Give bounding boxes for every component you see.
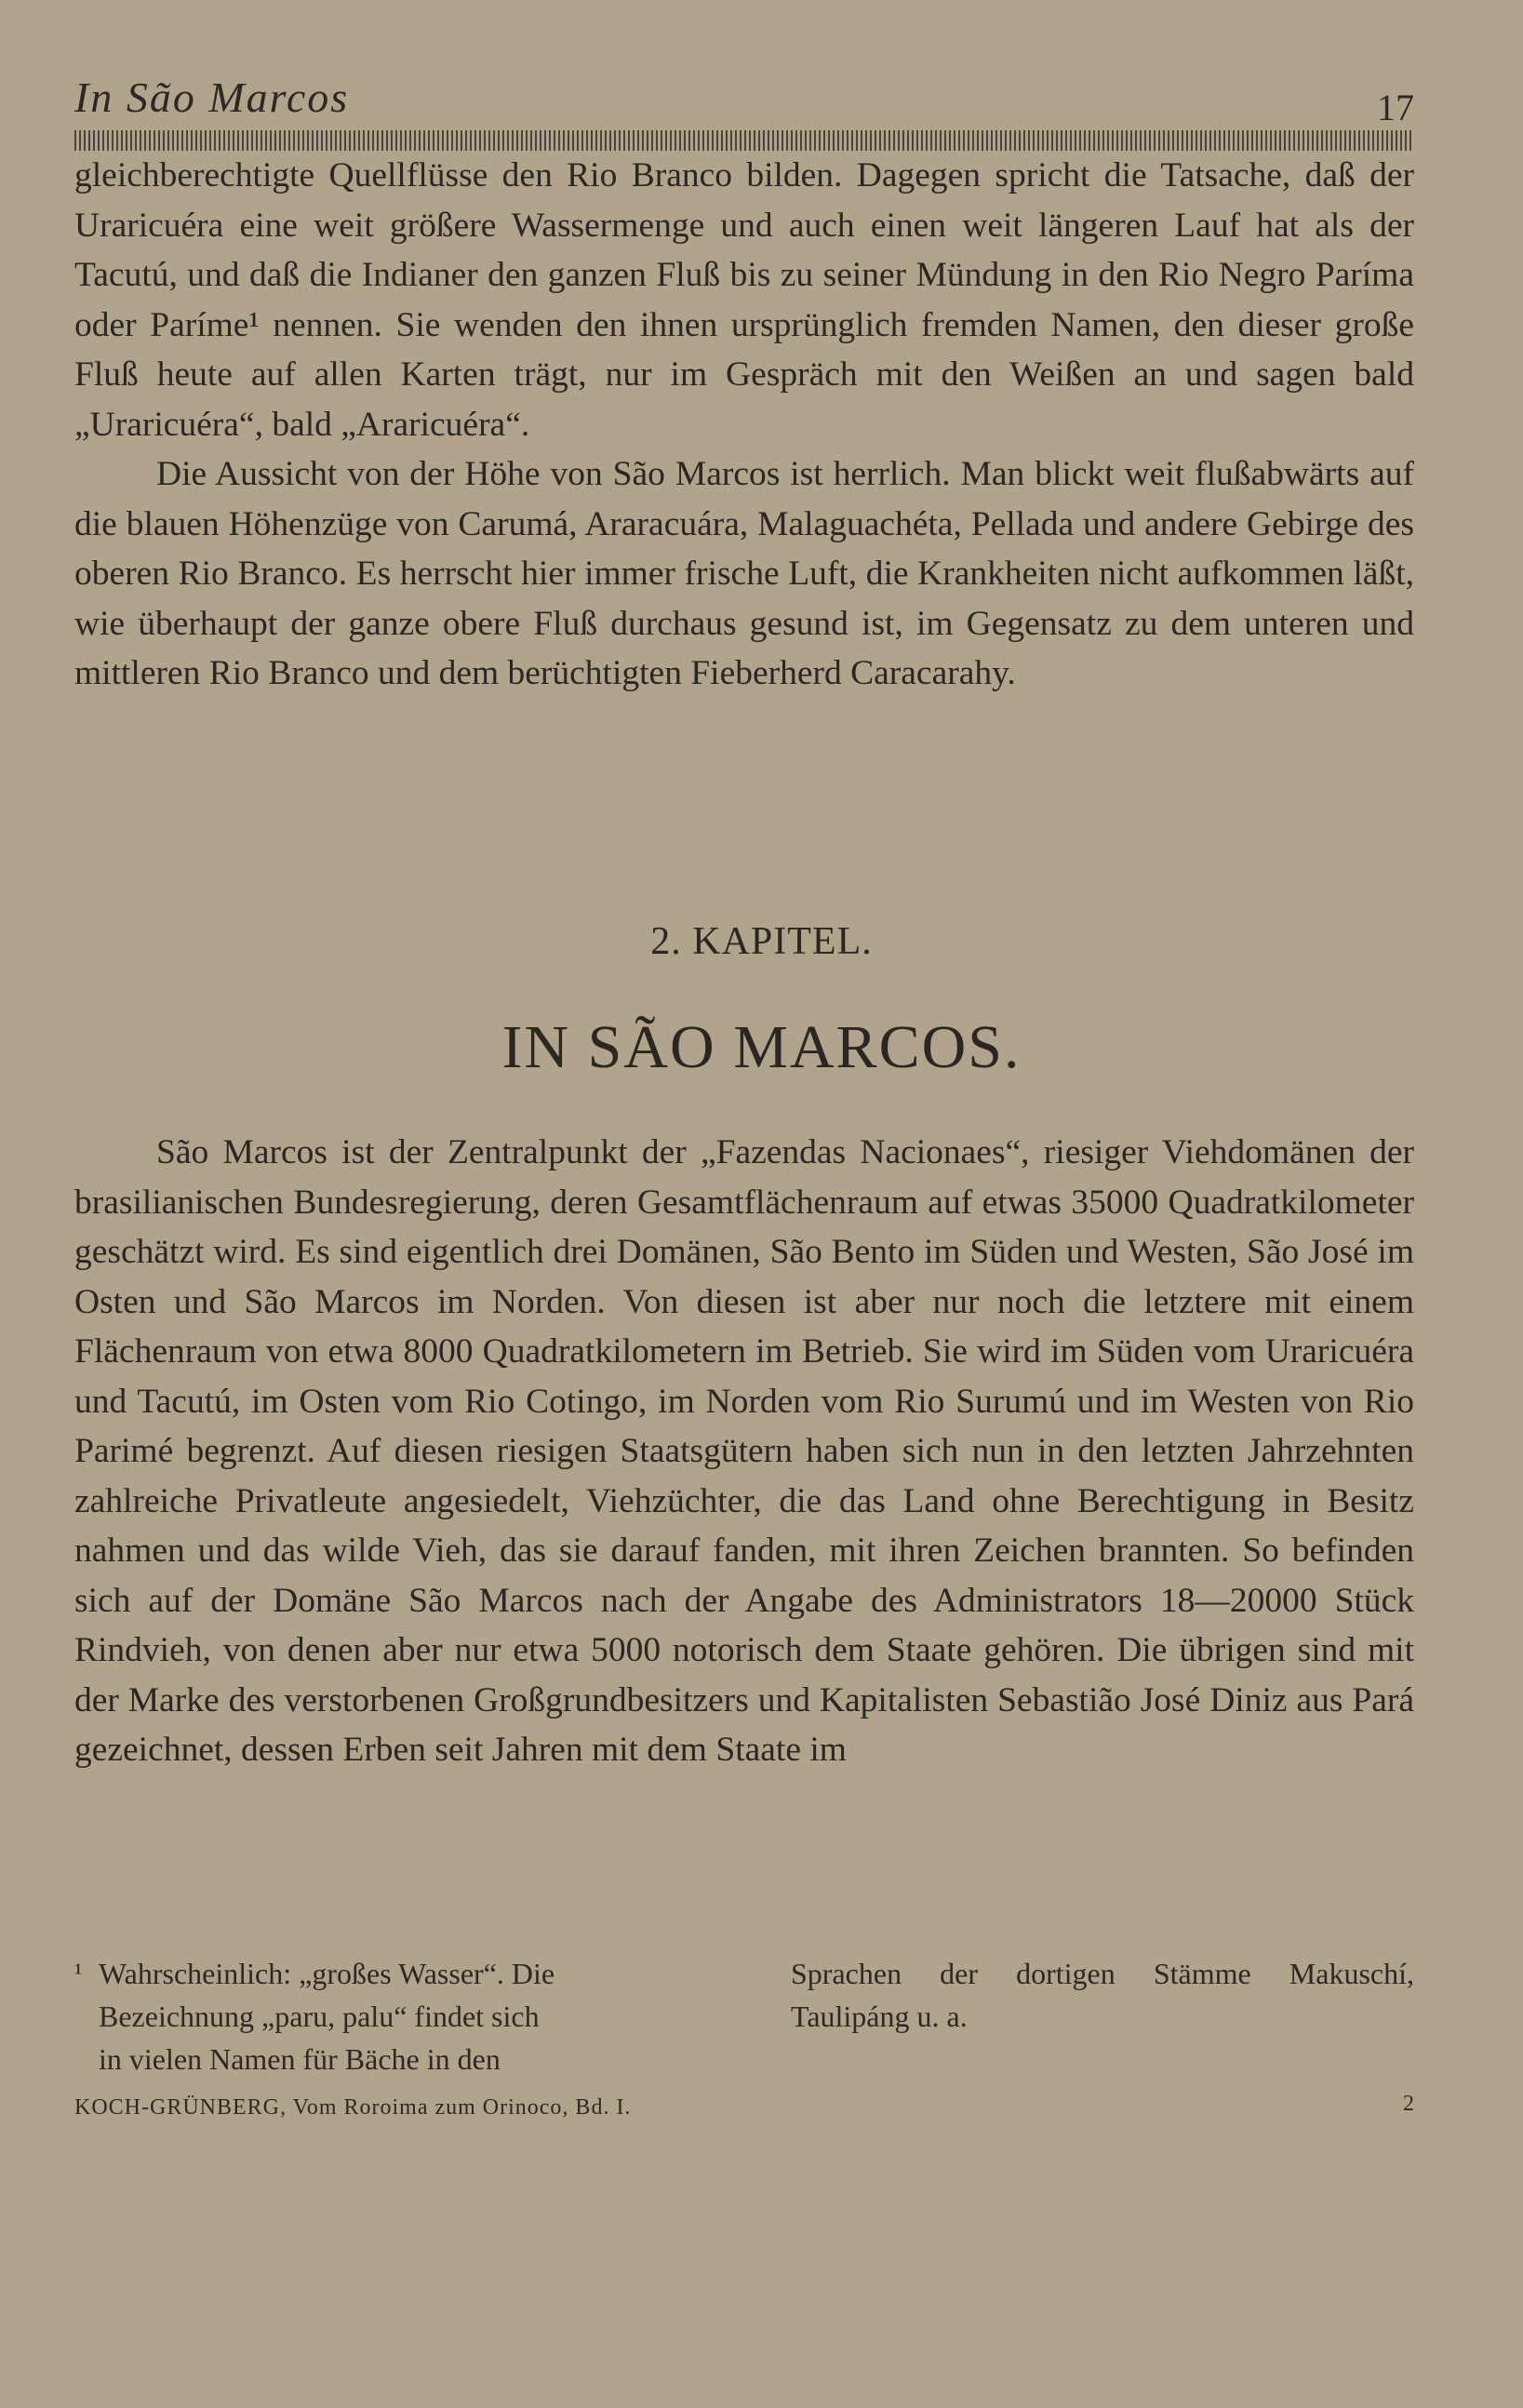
chapter-body [74,1128,1414,1775]
paragraph: São Marcos ist der Zentralpunkt der „Fazendas Nacionaes“, riesiger Viehdomänen der brasilianischen Bundesregierung, deren Gesamtflächenraum auf etwas 35000 Quadratkilometer geschätzt wird. Es sind eigentlich drei Domänen, São Bento im Süden und Westen, São José im Osten und São Marcos im Norden. Von diesen ist aber nur noch die letztere mit einem Flächenraum von etwa 8000 Quadratkilometern im Betrieb. Sie wird im Süden vom Uraricuéra und Tacutú, im Osten vom Rio Cotingo, im Norden vom Rio Surumú und im Westen von Rio Parimé begrenzt. Auf diesen riesigen Staatsgütern haben sich nun in den letzten Jahrzehnten zahlreiche Privatleute angesiedelt, Viehzüchter, die das Land ohne Berechtigung in Besitz nahmen und das wilde Vieh, das sie darauf fanden, mit ihren Zeichen brannten. So befinden sich auf der Domäne São Marcos nach der Angabe des Administrators 18—20000 Stück Rindvieh, von denen aber nur etwa 5000 notorisch dem Staate gehören. Die übrigen sind mit der Marke des verstorbenen Großgrundbesitzers und Kapitalisten Sebastião José Diniz aus Pará gezeichnet, dessen Erben seit Jahren mit dem Staate im [74,1133,1414,1769]
paragraph: gleichberechtigte Quellflüsse den Rio Branco bilden. Dagegen spricht die Tatsache, daß der Uraricuéra eine weit größere Wassermenge und auch einen weit längeren Lauf hat als der Tacutú, und daß die Indianer den ganzen Fluß bis zu seiner Mündung in den Rio Negro Paríma oder Paríme¹ nennen. Sie wenden den ihnen ursprünglich fremden Namen, den dieser große Fluß heute auf allen Karten trägt, nur im Gespräch mit den Weißen an und sagen bald „Uraricuéra“, bald „Araricuéra“. [74,156,1414,444]
footnote-text: Wahrscheinlich: „großes Wasser“. Die [99,1957,555,1990]
footnote-column-right [791,1952,1414,2038]
chapter-title: IN SÃO MARCOS. [501,1013,1022,1081]
page-number: 17 [1377,87,1414,128]
header-rule [74,130,1414,151]
footnote-line: Sprachen der dortigen Stämme Makuschí, Taulipáng u. a. [791,1957,1414,2033]
chapter-number: 2. KAPITEL. [650,920,873,963]
footnote-mark: ¹ [74,1959,83,1987]
footnote-line: in vielen Namen für Bäche in den [99,2042,501,2076]
signature-footer [74,2092,1414,2129]
book-citation: KOCH-GRÜNBERG, Vom Roroima zum Orinoco, Bd. I. [74,2095,632,2120]
footnote-line: Bezeichnung „paru, palu“ findet sich [99,2000,540,2033]
continued-text [74,151,1414,699]
signature-mark: 2 [1403,2092,1414,2116]
footnote-column-left [74,1952,726,2080]
paragraph: Die Aussicht von der Höhe von São Marcos ist herrlich. Man blickt weit flußabwärts auf die blauen Höhenzüge von Carumá, Araracuára, Malaguachéta, Pellada und andere Gebirge des oberen Rio Branco. Es herrscht hier immer frische Luft, die Krankheiten nicht aufkommen läßt, wie überhaupt der ganze obere Fluß durchaus gesund ist, im Gegensatz zu dem unteren und mittleren Rio Branco und dem berüchtigten Fieberherd Caracarahy. [74,455,1414,692]
running-head [74,73,1414,128]
footnote-line [74,1952,726,1995]
running-head-title: In São Marcos [74,74,350,121]
footnotes [74,1952,1414,2092]
